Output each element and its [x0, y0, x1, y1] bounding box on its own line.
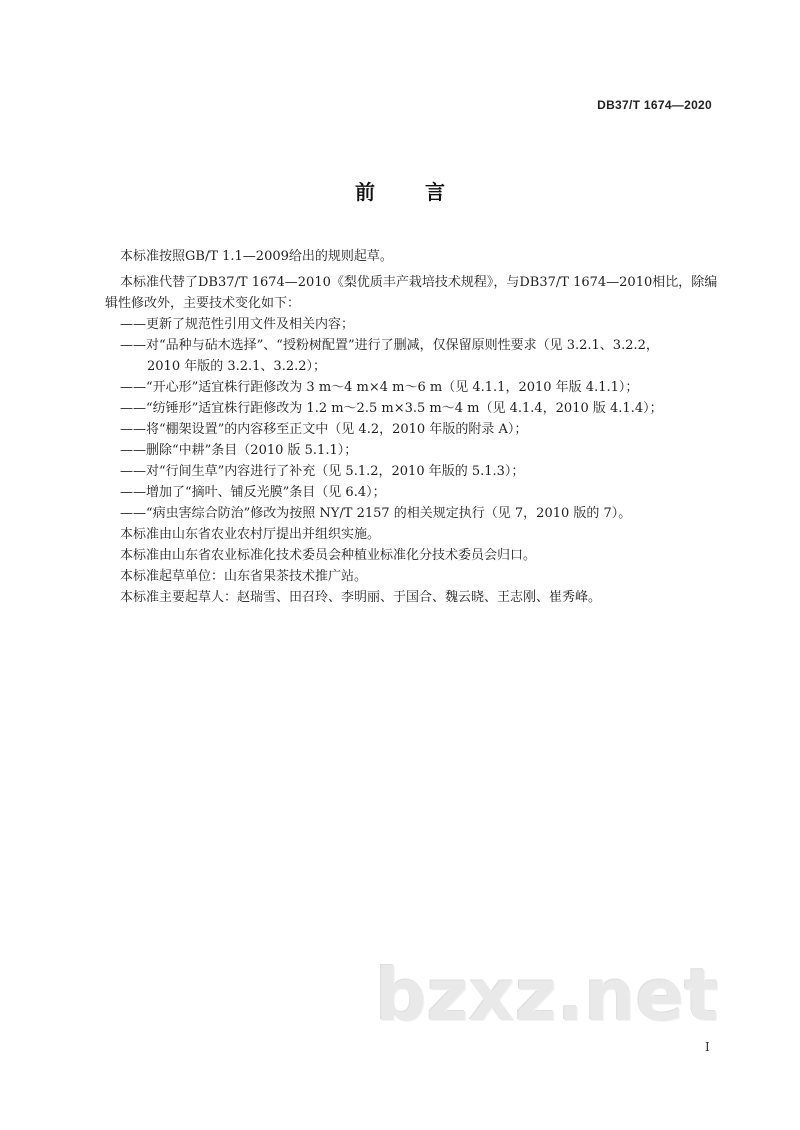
change-item: ——对“品种与砧木选择”、“授粉树配置”进行了删减，仅保留原则性要求（见 3.2.1、3.2.2，: [120, 338, 659, 353]
body-line: 辑性修改外，主要技术变化如下：: [105, 296, 301, 311]
change-item: ——对“行间生草”内容进行了补充（见 5.1.2，2010 年版的 5.1.3）；: [120, 464, 525, 479]
body-line: 本标准代替了DB37/T 1674—2010《梨优质丰产栽培技术规程》，与DB37/T 1674—2010相比，除编: [120, 275, 718, 290]
body-line: 本标准由山东省农业农村厅提出并组织实施。: [120, 527, 381, 542]
change-item: ——将“棚架设置”的内容移至正文中（见 4.2，2010 年版的附录 A）；: [120, 422, 528, 437]
drafting-unit-line: 本标准起草单位：山东省果茶技术推广站。: [120, 569, 368, 584]
standard-code-header: DB37/T 1674—2020: [597, 98, 712, 112]
change-item: ——更新了规范性引用文件及相关内容；: [120, 317, 355, 332]
change-item: ——“开心形”适宜株行距修改为 3 m～4 m×4 m～6 m（见 4.1.1，2010 年版 4.1.1）；: [120, 380, 639, 395]
change-item: ——删除“中耕”条目（2010 版 5.1.1）；: [120, 443, 358, 458]
page-number: I: [705, 1040, 710, 1054]
watermark: bzxz.net: [375, 953, 719, 1037]
change-item: ——“纺锤形”适宜株行距修改为 1.2 m～2.5 m×3.5 m～4 m（见 4.1.4，2010 版 4.1.4）；: [120, 401, 663, 416]
body-line: 本标准按照GB/T 1.1—2009给出的规则起草。: [120, 249, 393, 264]
change-item-continuation: 2010 年版的 3.2.1、3.2.2）；: [147, 359, 327, 374]
drafters-line: 本标准主要起草人：赵瑞雪、田召玲、李明丽、于国合、魏云晓、王志刚、崔秀峰。: [120, 590, 602, 605]
foreword-title: 前言: [355, 180, 495, 204]
change-item: ——“病虫害综合防治”修改为按照 NY/T 2157 的相关规定执行（见 7，2010 版的 7）。: [120, 506, 632, 521]
change-item: ——增加了“摘叶、铺反光膜”条目（见 6.4）；: [120, 485, 386, 500]
body-line: 本标准由山东省农业标准化技术委员会种植业标准化分技术委员会归口。: [120, 548, 537, 563]
